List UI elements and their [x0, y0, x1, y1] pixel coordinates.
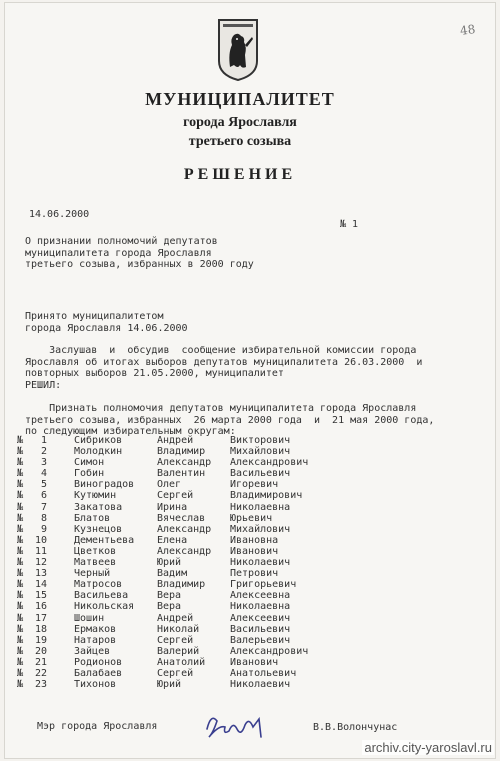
deputy-row: [17, 490, 457, 501]
deputy-first-name: Валерий: [157, 645, 200, 657]
deputy-row: [17, 624, 457, 635]
deputy-middle-name: Николаевна: [230, 501, 291, 513]
deputy-middle-name: Валерьевич: [230, 634, 291, 646]
signature-icon: [201, 707, 271, 743]
deputy-row: [17, 446, 457, 457]
district-number: 12: [34, 557, 47, 569]
deputy-last-name: Виноградов: [74, 479, 135, 491]
deputy-middle-name: Александрович: [230, 645, 309, 657]
deputy-last-name: Закатова: [74, 501, 123, 513]
district-number-sign: №: [17, 468, 24, 480]
deputy-middle-name: Николаевна: [230, 601, 291, 613]
deputy-last-name: Цветков: [74, 545, 117, 557]
district-number-sign: №: [17, 457, 24, 469]
district-number-sign: №: [17, 534, 24, 546]
deputy-first-name: Александр: [157, 523, 212, 535]
deputy-last-name: Симон: [74, 457, 105, 469]
adoption-note: Принято муниципалитетом города Ярославля 14.06.2000: [25, 311, 188, 334]
district-number-sign: №: [17, 501, 24, 513]
deputy-middle-name: Александрович: [230, 457, 309, 469]
deputy-row: [17, 568, 457, 579]
district-number: 19: [34, 634, 47, 646]
deputy-row: [17, 435, 457, 446]
deputy-middle-name: Игоревич: [230, 479, 279, 491]
deputy-row: [17, 657, 457, 668]
handwritten-page-number: 48: [459, 22, 477, 38]
deputy-last-name: Блатов: [74, 512, 111, 524]
deputy-last-name: Никольская: [74, 601, 135, 613]
deputy-row: [17, 513, 457, 524]
mayor-name: В.В.Волончунас: [313, 722, 398, 733]
deputy-last-name: Гобин: [74, 468, 105, 480]
district-number: 20: [34, 645, 47, 657]
district-number-sign: №: [17, 656, 24, 668]
organization-title: МУНИЦИПАЛИТЕТ: [145, 89, 335, 109]
document-page: [4, 2, 496, 759]
district-number: 3: [40, 457, 47, 469]
deputy-last-name: Молодкин: [74, 446, 123, 458]
deputy-last-name: Натаров: [74, 634, 117, 646]
deputy-middle-name: Иванович: [230, 656, 279, 668]
deputies-list: [17, 435, 457, 690]
deputy-middle-name: Ивановна: [230, 534, 279, 546]
resolution-paragraph: Признать полномочия депутатов муниципалитета города Ярославля третьего созыва, избранных 26 марта 2000 года и 21 мая 2000 года, по следующим избирательным округам:: [25, 403, 435, 437]
deputy-first-name: Александр: [157, 545, 212, 557]
district-number-sign: №: [17, 435, 24, 446]
deputy-last-name: Сибриков: [74, 435, 123, 446]
decision-number: № 1: [340, 219, 359, 230]
district-number-sign: №: [17, 557, 24, 569]
decision-subject: О признании полномочий депутатов муниципалитета города Ярославля третьего созыва, избранных в 2000 году: [25, 236, 254, 270]
deputy-last-name: Черный: [74, 568, 111, 580]
deputy-middle-name: Владимирович: [230, 490, 303, 502]
deputy-first-name: Вера: [157, 590, 182, 602]
deputy-last-name: Дементьева: [74, 534, 135, 546]
district-number: 6: [40, 490, 47, 502]
deputy-last-name: Кутюмин: [74, 490, 117, 502]
deputy-first-name: Николай: [157, 623, 200, 635]
district-number-sign: №: [17, 568, 24, 580]
organization-city: города Ярославля: [183, 115, 297, 130]
deputy-middle-name: Васильевич: [230, 623, 291, 635]
deputy-middle-name: Анатольевич: [230, 667, 297, 679]
deputy-middle-name: Григорьевич: [230, 579, 297, 591]
district-number: 2: [40, 446, 47, 458]
district-number: 10: [34, 534, 47, 546]
deputy-row: [17, 557, 457, 568]
deputy-middle-name: Николаевич: [230, 557, 291, 569]
deputy-last-name: Родионов: [74, 656, 123, 668]
deputy-middle-name: Юрьевич: [230, 512, 273, 524]
deputy-first-name: Ирина: [157, 501, 188, 513]
district-number: 9: [40, 523, 47, 535]
district-number-sign: №: [17, 679, 24, 691]
deputy-row: [17, 679, 457, 690]
deputy-first-name: Юрий: [157, 679, 182, 691]
district-number: 7: [40, 501, 47, 513]
district-number-sign: №: [17, 645, 24, 657]
deputy-row: [17, 579, 457, 590]
deputy-first-name: Сергей: [157, 634, 194, 646]
deputy-middle-name: Михайлович: [230, 523, 291, 535]
deputy-row: [17, 635, 457, 646]
deputy-row: [17, 502, 457, 513]
deputy-middle-name: Николаевич: [230, 679, 291, 691]
deputy-row: [17, 535, 457, 546]
district-number: 15: [34, 590, 47, 602]
deputy-row: [17, 524, 457, 535]
deputy-row: [17, 457, 457, 468]
district-number-sign: №: [17, 634, 24, 646]
deputy-first-name: Владимир: [157, 446, 206, 458]
district-number: 23: [34, 679, 47, 691]
decision-date: 14.06.2000: [29, 209, 90, 220]
district-number: 4: [40, 468, 47, 480]
deputy-last-name: Балабаев: [74, 667, 123, 679]
deputy-middle-name: Алексеевич: [230, 612, 291, 624]
deputy-middle-name: Петрович: [230, 568, 279, 580]
deputy-row: [17, 479, 457, 490]
deputy-first-name: Олег: [157, 479, 182, 491]
deputy-row: [17, 613, 457, 624]
deputy-first-name: Сергей: [157, 667, 194, 679]
deputy-last-name: Зайцев: [74, 645, 111, 657]
district-number-sign: №: [17, 512, 24, 524]
deputy-row: [17, 668, 457, 679]
deputy-first-name: Елена: [157, 534, 188, 546]
district-number-sign: №: [17, 523, 24, 535]
deputy-first-name: Александр: [157, 457, 212, 469]
yaroslavl-coat-of-arms-icon: [216, 17, 260, 83]
deputy-middle-name: Васильевич: [230, 468, 291, 480]
deputy-last-name: Кузнецов: [74, 523, 123, 535]
deputy-last-name: Матвеев: [74, 557, 117, 569]
district-number-sign: №: [17, 545, 24, 557]
deputy-first-name: Вадим: [157, 568, 188, 580]
deputy-first-name: Андрей: [157, 612, 194, 624]
deputy-middle-name: Иванович: [230, 545, 279, 557]
district-number: 5: [40, 479, 47, 491]
district-number-sign: №: [17, 579, 24, 591]
deputy-first-name: Вера: [157, 601, 182, 613]
district-number: 17: [34, 612, 47, 624]
district-number-sign: №: [17, 590, 24, 602]
district-number: 14: [34, 579, 47, 591]
archive-watermark: archiv.city-yaroslavl.ru: [364, 740, 492, 755]
district-number: 16: [34, 601, 47, 613]
deputy-middle-name: Алексеевна: [230, 590, 291, 602]
deputy-row: [17, 601, 457, 612]
mayor-title: Мэр города Ярославля: [37, 721, 158, 732]
deputy-last-name: Шошин: [74, 612, 105, 624]
district-number-sign: №: [17, 612, 24, 624]
district-number: 1: [40, 435, 47, 446]
district-number: 8: [40, 512, 47, 524]
document-type-title: РЕШЕНИЕ: [183, 166, 297, 183]
deputy-last-name: Васильева: [74, 590, 129, 602]
district-number: 13: [34, 568, 47, 580]
district-number-sign: №: [17, 479, 24, 491]
district-number-sign: №: [17, 623, 24, 635]
district-number-sign: №: [17, 490, 24, 502]
deputy-first-name: Вячеслав: [157, 512, 206, 524]
district-number-sign: №: [17, 601, 24, 613]
district-number-sign: №: [17, 667, 24, 679]
deputy-first-name: Анатолий: [157, 656, 206, 668]
district-number: 18: [34, 623, 47, 635]
preamble-paragraph: Заслушав и обсудив сообщение избирательной комиссии города Ярославля об итогах выборов депутатов муниципалитета 26.03.2000 и повторных выборов 21.05.2000, муниципалитет РЕШИЛ:: [25, 345, 423, 391]
district-number: 21: [34, 656, 47, 668]
deputy-first-name: Сергей: [157, 490, 194, 502]
deputy-row: [17, 468, 457, 479]
deputy-middle-name: Викторович: [230, 435, 291, 446]
deputy-last-name: Тихонов: [74, 679, 117, 691]
deputy-first-name: Юрий: [157, 557, 182, 569]
deputy-last-name: Матросов: [74, 579, 123, 591]
district-number-sign: №: [17, 446, 24, 458]
deputy-middle-name: Михайлович: [230, 446, 291, 458]
deputy-first-name: Андрей: [157, 435, 194, 446]
deputy-first-name: Валентин: [157, 468, 206, 480]
deputy-row: [17, 546, 457, 557]
deputy-last-name: Ермаков: [74, 623, 117, 635]
deputy-row: [17, 646, 457, 657]
organization-convocation: третьего созыва: [188, 134, 292, 149]
deputy-row: [17, 590, 457, 601]
district-number: 11: [34, 545, 47, 557]
district-number: 22: [34, 667, 47, 679]
deputy-first-name: Владимир: [157, 579, 206, 591]
